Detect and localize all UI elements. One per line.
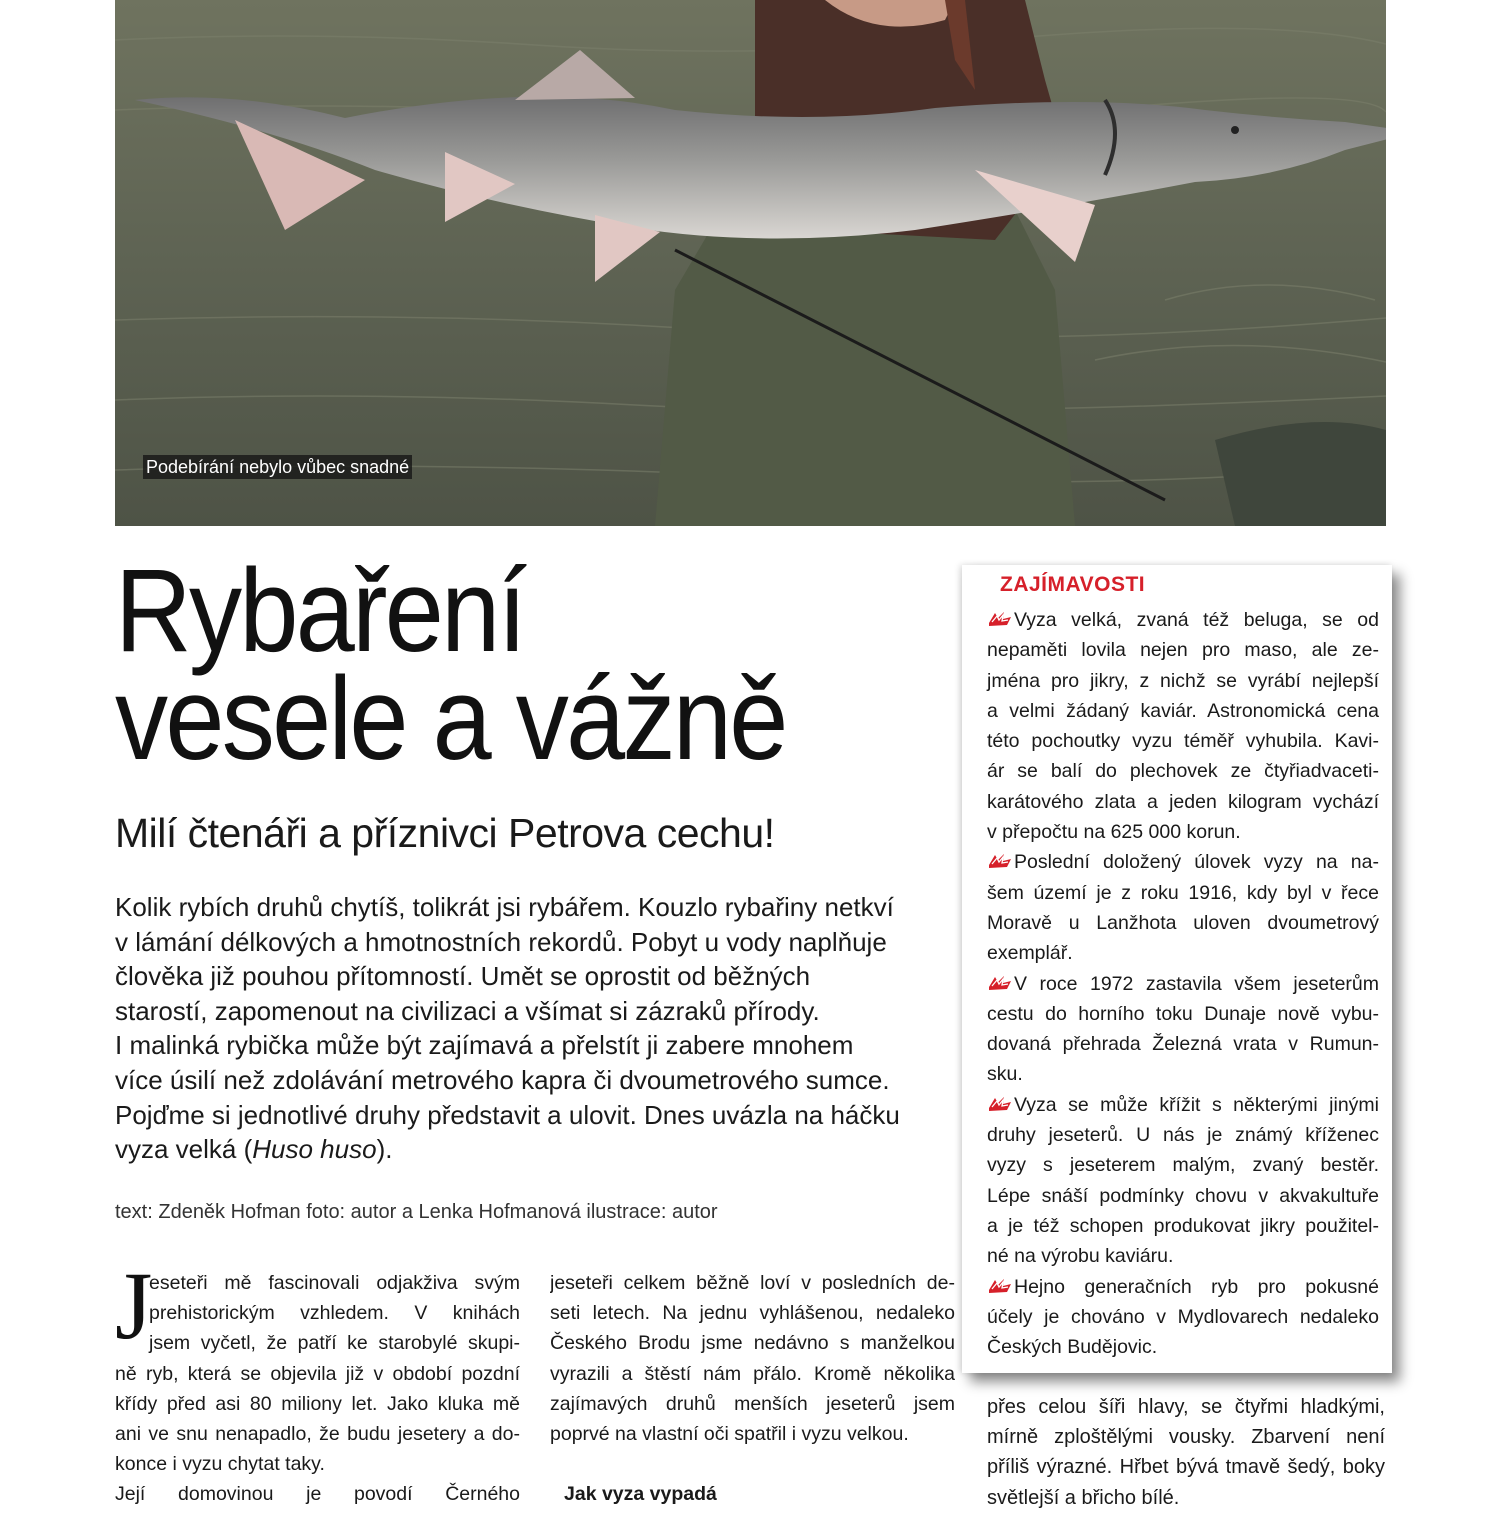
- lead-line: v lámání délkových a hmotnostních rekordů. Pobyt u vody naplňuje: [115, 926, 887, 957]
- sidebar-line: ár se balí do plechovek ze čtyřiadvaceti-: [987, 760, 1379, 783]
- body-column-3: [987, 1392, 1385, 1513]
- body-line: jeseteři celkem běžně loví v posledních de-: [550, 1272, 955, 1294]
- sidebar-line: druhy jeseterů. U nás je známý kříženec: [987, 1124, 1379, 1147]
- body-line: eseteři mě fascinovali odjakživa svým: [149, 1272, 520, 1294]
- sidebar-line: exemplář.: [987, 942, 1073, 965]
- body-line: ani ve snu nenapadlo, že budu jesetery a do-: [115, 1423, 520, 1446]
- lead-last-prefix: vyza velká (: [115, 1134, 253, 1165]
- lead-line: I malinká rybička může být zajímavá a přelstít ji zabere mnohem: [115, 1030, 854, 1061]
- section-subtitle: Jak vyza vypadá: [564, 1483, 717, 1506]
- sidebar-line: Českých Budějovic.: [987, 1336, 1158, 1359]
- lead-line: člověka již pouhou přítomností. Umět se oprostit od běžných: [115, 961, 811, 992]
- body-line: Její domovinou je povodí Černého: [115, 1483, 520, 1506]
- body-column-2: [550, 1268, 955, 1510]
- body-column-1: [115, 1252, 520, 1510]
- body-line: zajímavých druhů menších jeseterů jsem: [550, 1392, 955, 1415]
- latin-name: Huso huso: [252, 1134, 377, 1165]
- fish-bullet-icon: [987, 973, 1013, 993]
- sidebar-title: ZAJÍMAVOSTI: [1000, 573, 1146, 596]
- sidebar-line: v přepočtu na 625 000 korun.: [987, 821, 1241, 844]
- lead-line: Kolik rybích druhů chytíš, tolikrát jsi rybářem. Kouzlo rybařiny netkví: [115, 892, 894, 922]
- body-line: ně ryb, která se objevila již v období pozdní: [115, 1362, 520, 1385]
- sidebar-line: vyzy s jeseterem malým, zvaný bestěr.: [987, 1154, 1379, 1177]
- body-line: prehistorickým vzhledem. V knihách: [149, 1302, 520, 1325]
- body-line: vyrazili a štěstí nám přálo. Kromě několika: [550, 1362, 955, 1385]
- sidebar-line: šem území je z roku 1916, kdy byl v řece: [987, 881, 1379, 904]
- fish-bullet-icon: [987, 1276, 1013, 1296]
- sturgeon-photo-illustration: [115, 0, 1386, 526]
- sidebar-line: jména pro jikry, z nichž se vyrábí nejlepší: [987, 669, 1379, 692]
- drop-cap: J: [115, 1252, 153, 1359]
- sidebar-line: cestu do horního toku Dunaje nově vybu-: [987, 1002, 1379, 1025]
- body-line-spacer: [550, 1449, 955, 1479]
- sidebar-line: Moravě u Lanžhota uloven dvoumetrový: [987, 911, 1379, 934]
- sidebar-line: karátového zlata a jeden kilogram vychází: [987, 790, 1379, 813]
- article-title: [115, 545, 862, 785]
- sidebar-line: [987, 1272, 1379, 1302]
- sidebar-line: [987, 1090, 1379, 1120]
- lead-paragraph: [115, 890, 945, 1167]
- lead-line: více úsilí než zdolávání metrového kapra či dvoumetrového sumce.: [115, 1064, 890, 1095]
- sidebar-line: nepaměti lovila nejen pro maso, ale ze-: [987, 639, 1379, 662]
- title-line-1: Rybaření: [115, 545, 525, 677]
- article-credits: text: Zdeněk Hofman foto: autor a Lenka Hofmanová ilustrace: autor: [115, 1201, 718, 1223]
- body-line: světlejší a břicho bílé.: [987, 1486, 1180, 1509]
- sidebar-line: [987, 605, 1379, 635]
- title-line-2: vesele a vážně: [115, 653, 786, 785]
- body-line: konce i vyzu chytat taky.: [115, 1453, 325, 1476]
- fish-bullet-icon: [987, 609, 1013, 629]
- sidebar-text: V roce 1972 zastavila všem jeseterům: [1014, 972, 1379, 995]
- sidebar-line: a velmi žádaný kaviár. Astronomická cena: [987, 699, 1379, 722]
- body-line: křídy před asi 80 miliony let. Jako kluka mě: [115, 1392, 520, 1415]
- sidebar-line: né na výrobu kaviáru.: [987, 1245, 1174, 1268]
- fish-bullet-icon: [987, 851, 1013, 871]
- article-subtitle: Milí čtenáři a příznivci Petrova cechu!: [115, 810, 775, 856]
- sidebar-line: účely je chováno v Mydlovarech nedaleko: [987, 1305, 1379, 1328]
- body-line: příliš výrazné. Hřbet bývá tmavě šedý, boky: [987, 1456, 1385, 1479]
- sidebar-text: Vyza velká, zvaná též beluga, se od: [1014, 609, 1379, 631]
- body-line: přes celou šíři hlavy, se čtyřmi hladkými,: [987, 1396, 1385, 1418]
- sidebar-line: [987, 969, 1379, 999]
- lead-last-suffix: ).: [376, 1134, 393, 1165]
- body-line: poprvé na vlastní oči spatřil i vyzu velkou.: [550, 1423, 909, 1446]
- lead-line: starostí, zapomenout na civilizaci a všímat si zázraků přírody.: [115, 995, 820, 1026]
- photo-caption: Podebírání nebylo vůbec snadné: [143, 455, 412, 479]
- body-line: mírně zploštělými vousky. Zbarvení není: [987, 1426, 1385, 1449]
- sidebar-line: Lépe snáší podmínky chovu v akvakultuře: [987, 1184, 1379, 1207]
- sidebar-line: [987, 847, 1379, 877]
- sidebar-line: a je též schopen produkovat jikry použitel-: [987, 1214, 1379, 1237]
- sidebar-line: této pochoutky vyzu téměř vyhubila. Kavi-: [987, 730, 1379, 753]
- sidebar-text: Hejno generačních ryb pro pokusné: [1014, 1275, 1379, 1298]
- sidebar-line: dovaná přehrada Železná vrata v Rumun-: [987, 1033, 1379, 1056]
- body-line: jsem vyčetl, že patří ke starobylé skupi-: [149, 1332, 520, 1355]
- sidebar-text: Poslední doložený úlovek vyzy na na-: [1014, 851, 1379, 874]
- sidebar-text: Vyza se může křížit s některými jinými: [1014, 1093, 1379, 1116]
- fish-bullet-icon: [987, 1094, 1013, 1114]
- lead-line: Pojďme si jednotlivé druhy představit a ulovit. Dnes uvázla na háčku: [115, 1099, 900, 1130]
- lead-line-last: [115, 1132, 945, 1167]
- hero-photo: [115, 0, 1386, 526]
- sidebar-body: [987, 605, 1379, 1362]
- body-line: Českého Brodu jsme nedávno s manželkou: [550, 1332, 955, 1355]
- body-line: seti letech. Na jednu vyhlášenou, nedaleko: [550, 1302, 955, 1325]
- sidebar-line: sku.: [987, 1063, 1023, 1086]
- facts-sidebar: [962, 565, 1392, 1373]
- article-lead: [115, 890, 945, 1167]
